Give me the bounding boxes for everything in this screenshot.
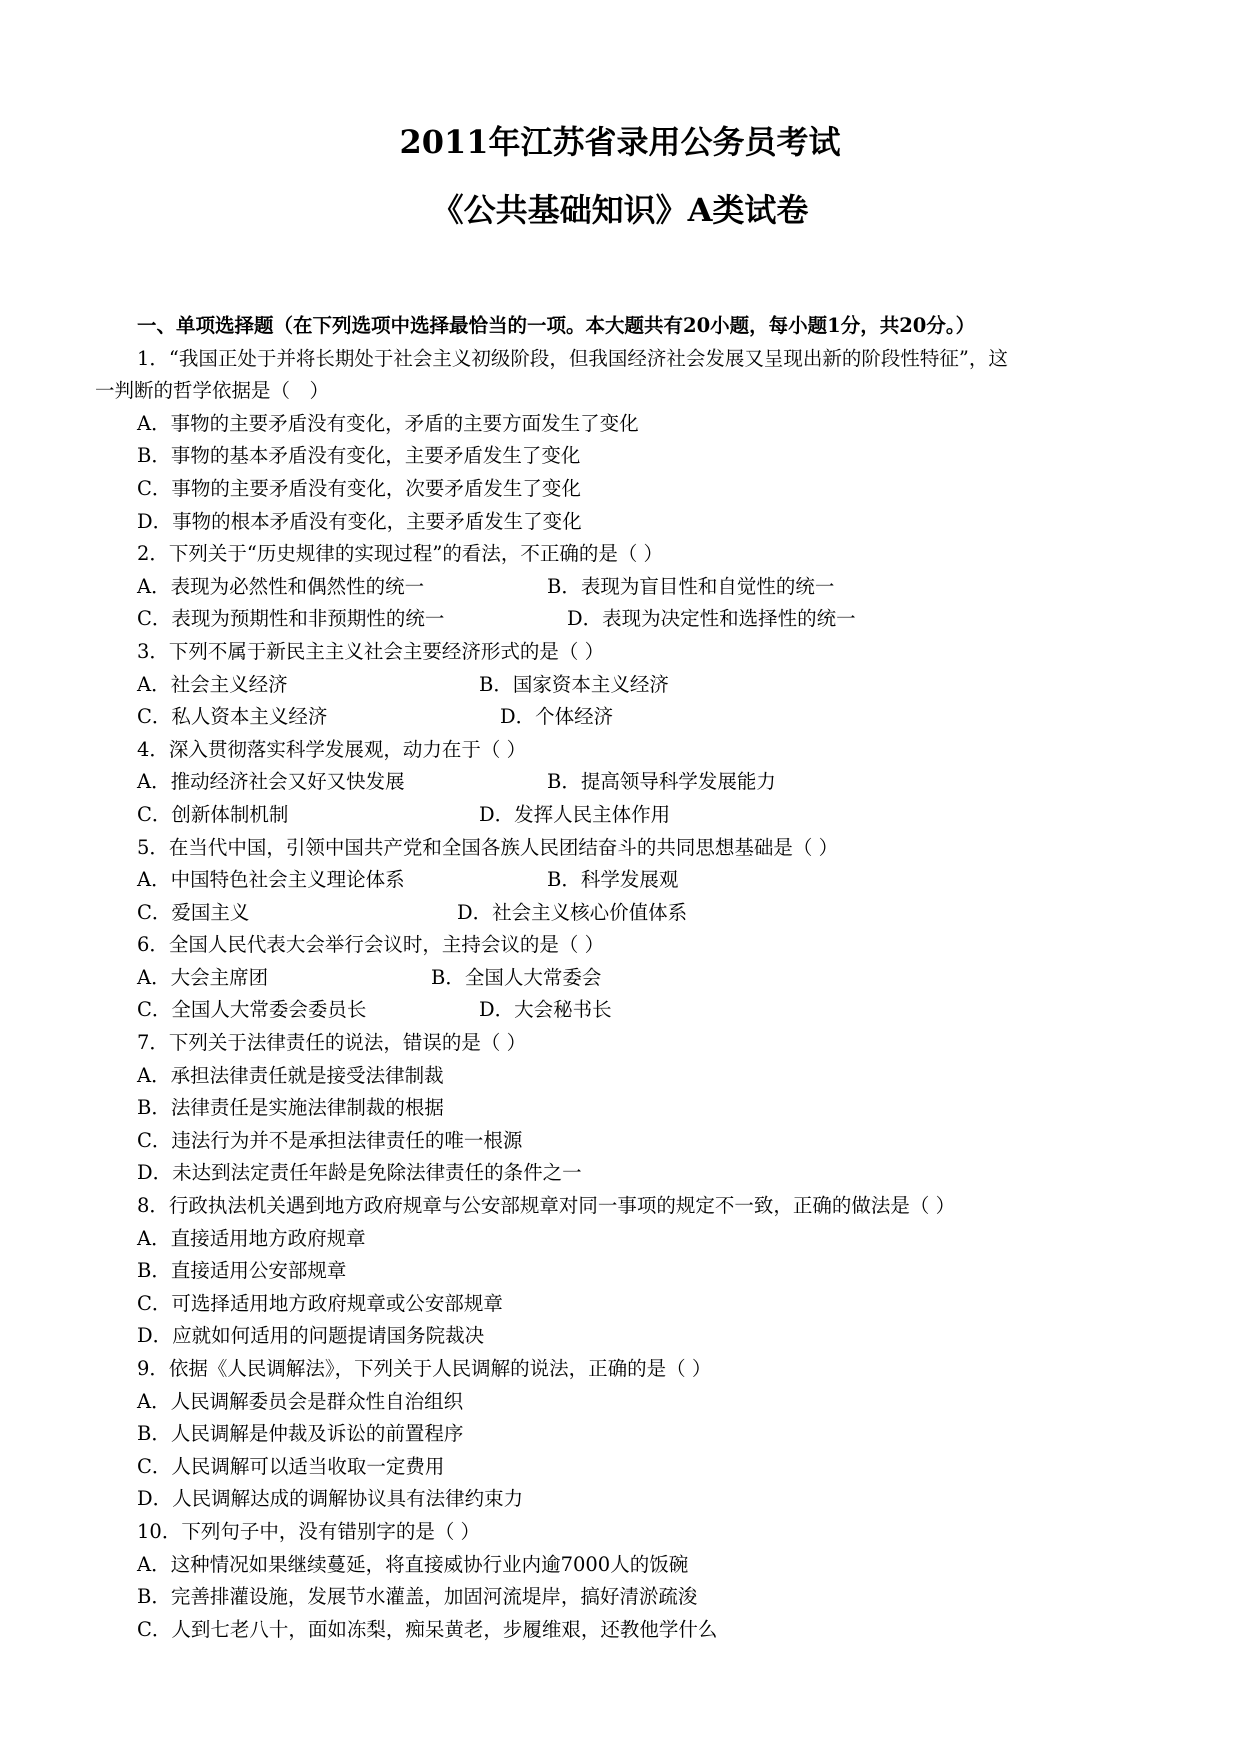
exam-subtitle: 《公共基础知识》A类试卷 <box>431 191 809 229</box>
exam-content <box>95 310 1155 1646</box>
question-7-option-d: D．未达到法定责任年龄是免除法律责任的条件之一 <box>137 1161 582 1185</box>
question-2-option-b: B．表现为盲目性和自觉性的统一 <box>547 574 835 598</box>
question-7-option-a: A．承担法律责任就是接受法律制裁 <box>137 1063 444 1087</box>
question-4-option-c: C．创新体制机制 <box>137 802 289 826</box>
question-3-option-c: C．私人资本主义经济 <box>137 705 328 729</box>
question-10-option-a: A．这种情况如果继续蔓延，将直接威协行业内逾7000人的饭碗 <box>137 1552 689 1576</box>
question-9-option-b: B．人民调解是仲裁及诉讼的前置程序 <box>137 1422 464 1446</box>
question-9-option-a: A．人民调解委员会是群众性自治组织 <box>137 1389 464 1413</box>
question-1-option-c: C．事物的主要矛盾没有变化，次要矛盾发生了变化 <box>137 476 581 500</box>
question-6-option-d: D．大会秘书长 <box>479 998 612 1022</box>
question-1-stem <box>95 343 1155 408</box>
question-6-options-row-2 <box>95 994 1155 1027</box>
question-6-option-b: B．全国人大常委会 <box>431 965 602 989</box>
question-10-option-b: B．完善排灌设施，发展节水灌盖，加固河流堤岸，搞好清淤疏浚 <box>137 1585 698 1609</box>
question-1-option-d: D．事物的根本矛盾没有变化，主要矛盾发生了变化 <box>137 509 582 533</box>
question-9-stem: 9．依据《人民调解法》，下列关于人民调解的说法，正确的是（ ） <box>137 1357 712 1380</box>
question-9-option-c: C．人民调解可以适当收取一定费用 <box>137 1454 445 1478</box>
question-6-option-c: C．全国人大常委会委员长 <box>137 998 367 1022</box>
question-4-option-d: D．发挥人民主体作用 <box>479 802 671 826</box>
question-1-option-b: B．事物的基本矛盾没有变化，主要矛盾发生了变化 <box>137 444 581 468</box>
question-4-option-b: B．提高领导科学发展能力 <box>547 770 776 794</box>
section-heading: 一、单项选择题（在下列选项中选择最恰当的一项。本大题共有20小题，每小题1分，共20分。） <box>137 314 976 337</box>
question-8-stem: 8．行政执法机关遇到地方政府规章与公安部规章对同一事项的规定不一致，正确的做法是（ ） <box>137 1194 956 1218</box>
question-4-options-row-1 <box>95 766 1155 799</box>
question-5-option-c: C．爱国主义 <box>137 900 250 924</box>
question-9-option-d: D．人民调解达成的调解协议具有法律约束力 <box>137 1487 524 1511</box>
question-3-options-row-1 <box>95 669 1155 702</box>
question-10-option-c: C．人到七老八十，面如冻梨，痴呆黄老，步履维艰，还教他学什么 <box>137 1617 718 1641</box>
question-8-option-c: C．可选择适用地方政府规章或公安部规章 <box>137 1291 503 1315</box>
question-3-options-row-2 <box>95 701 1155 734</box>
question-2-options-row-2 <box>95 603 1155 636</box>
question-10-stem: 10．下列句子中，没有错别字的是（ ） <box>137 1519 481 1543</box>
question-8-option-b: B．直接适用公安部规章 <box>137 1259 347 1283</box>
question-2-option-a: A．表现为必然性和偶然性的统一 <box>137 574 425 598</box>
question-6-option-a: A．大会主席团 <box>137 965 269 989</box>
question-4-stem: 4．深入贯彻落实科学发展观，动力在于（ ） <box>137 737 527 761</box>
question-7-option-c: C．违法行为并不是承担法律责任的唯一根源 <box>137 1128 523 1152</box>
question-5-stem: 5．在当代中国，引领中国共产党和全国各族人民团结奋斗的共同思想基础是（ ） <box>137 835 839 859</box>
question-1-stem-text: 1．“我国正处于并将长期处于社会主义初级阶段，但我国经济社会发展又呈现出新的阶段性特征”，这 <box>137 346 1008 370</box>
question-1-option-a: A．事物的主要矛盾没有变化，矛盾的主要方面发生了变化 <box>137 411 639 435</box>
question-6-stem: 6．全国人民代表大会举行会议时，主持会议的是（ ） <box>137 933 605 957</box>
question-3-option-a: A．社会主义经济 <box>137 672 288 696</box>
question-2-stem: 2．下列关于“历史规律的实现过程”的看法，不正确的是（ ） <box>137 542 664 566</box>
question-7-option-b: B．法律责任是实施法律制裁的根据 <box>137 1096 444 1120</box>
question-5-options-row-1 <box>95 864 1155 897</box>
question-3-option-d: D．个体经济 <box>500 705 614 729</box>
question-3-option-b: B．国家资本主义经济 <box>479 672 669 696</box>
exam-title: 2011年江苏省录用公务员考试 <box>399 123 841 161</box>
question-2-options-row-1 <box>95 571 1155 604</box>
question-8-option-a: A．直接适用地方政府规章 <box>137 1226 366 1250</box>
question-8-option-d: D．应就如何适用的问题提请国务院裁决 <box>137 1324 485 1348</box>
question-5-option-d: D．社会主义核心价值体系 <box>457 900 688 924</box>
question-2-option-c: C．表现为预期性和非预期性的统一 <box>137 607 445 631</box>
question-2-option-d: D．表现为决定性和选择性的统一 <box>567 607 856 631</box>
question-5-option-a: A．中国特色社会主义理论体系 <box>137 868 405 892</box>
question-4-options-row-2 <box>95 799 1155 832</box>
question-4-option-a: A．推动经济社会又好又快发展 <box>137 770 405 794</box>
question-6-options-row-1 <box>95 962 1155 995</box>
question-3-stem: 3．下列不属于新民主主义社会主要经济形式的是（ ） <box>137 639 605 663</box>
question-1-stem-continuation: 一判断的哲学依据是（ ） <box>95 379 330 403</box>
question-5-option-b: B．科学发展观 <box>547 868 679 892</box>
question-7-stem: 7．下列关于法律责任的说法，错误的是（ ） <box>137 1031 527 1055</box>
question-5-options-row-2 <box>95 897 1155 930</box>
